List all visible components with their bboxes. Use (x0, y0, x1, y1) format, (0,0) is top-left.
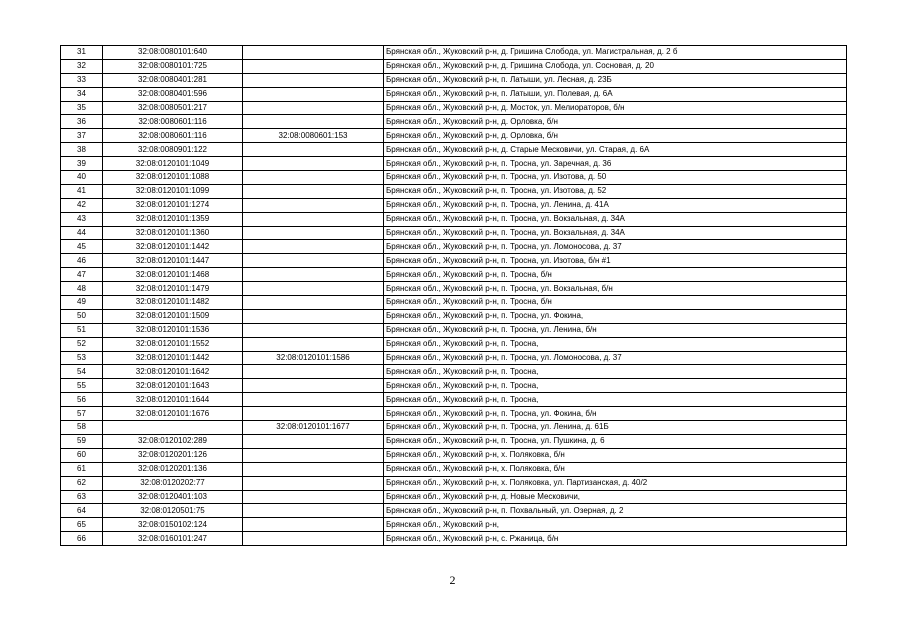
cadastral-number-cell: 32:08:0120101:1274 (103, 198, 243, 212)
row-number-cell: 38 (61, 143, 103, 157)
address-cell: Брянская обл., Жуковский р-н, д. Новые Месковичи, (384, 490, 847, 504)
address-cell: Брянская обл., Жуковский р-н, п. Тросна, ул. Заречная, д. 36 (384, 157, 847, 171)
address-cell: Брянская обл., Жуковский р-н, п. Тросна, ул. Вокзальная, б/н (384, 282, 847, 296)
cadastral-number-cell: 32:08:0080101:640 (103, 46, 243, 60)
table-row (61, 101, 847, 115)
linked-cadastral-number-cell (243, 101, 384, 115)
linked-cadastral-number-cell (243, 462, 384, 476)
cadastral-number-cell: 32:08:0120501:75 (103, 504, 243, 518)
cadastral-number-cell: 32:08:0120101:1642 (103, 365, 243, 379)
row-number-cell: 31 (61, 46, 103, 60)
row-number-cell: 47 (61, 268, 103, 282)
cadastral-number-cell: 32:08:0120101:1552 (103, 337, 243, 351)
row-number-cell: 34 (61, 87, 103, 101)
cadastral-number-cell: 32:08:0120101:1536 (103, 323, 243, 337)
cadastral-number-cell (103, 421, 243, 435)
row-number-cell: 41 (61, 184, 103, 198)
linked-cadastral-number-cell (243, 476, 384, 490)
address-cell: Брянская обл., Жуковский р-н, п. Тросна, б/н (384, 296, 847, 310)
row-number-cell: 48 (61, 282, 103, 296)
row-number-cell: 66 (61, 532, 103, 546)
linked-cadastral-number-cell (243, 184, 384, 198)
row-number-cell: 33 (61, 73, 103, 87)
table-row (61, 337, 847, 351)
address-cell: Брянская обл., Жуковский р-н, п. Тросна, ул. Ленина, д. 61Б (384, 421, 847, 435)
row-number-cell: 63 (61, 490, 103, 504)
row-number-cell: 57 (61, 407, 103, 421)
address-cell: Брянская обл., Жуковский р-н, п. Тросна, ул. Вокзальная, д. 34А (384, 212, 847, 226)
row-number-cell: 55 (61, 379, 103, 393)
linked-cadastral-number-cell (243, 59, 384, 73)
row-number-cell: 52 (61, 337, 103, 351)
cadastral-number-cell: 32:08:0120101:1482 (103, 296, 243, 310)
linked-cadastral-number-cell (243, 448, 384, 462)
linked-cadastral-number-cell: 32:08:0120101:1677 (243, 421, 384, 435)
cadastral-number-cell: 32:08:0120101:1676 (103, 407, 243, 421)
linked-cadastral-number-cell (243, 504, 384, 518)
row-number-cell: 49 (61, 296, 103, 310)
table-row (61, 462, 847, 476)
address-cell: Брянская обл., Жуковский р-н, п. Латыши, ул. Лесная, д. 23Б (384, 73, 847, 87)
linked-cadastral-number-cell (243, 87, 384, 101)
address-cell: Брянская обл., Жуковский р-н, п. Тросна, ул. Пушкина, д. 6 (384, 434, 847, 448)
table-row (61, 171, 847, 185)
row-number-cell: 62 (61, 476, 103, 490)
linked-cadastral-number-cell (243, 434, 384, 448)
row-number-cell: 61 (61, 462, 103, 476)
address-cell: Брянская обл., Жуковский р-н, п. Тросна, ул. Изотова, б/н #1 (384, 254, 847, 268)
row-number-cell: 39 (61, 157, 103, 171)
row-number-cell: 46 (61, 254, 103, 268)
table-row (61, 296, 847, 310)
address-cell: Брянская обл., Жуковский р-н, п. Тросна, ул. Фокина, б/н (384, 407, 847, 421)
address-cell: Брянская обл., Жуковский р-н, д. Гришина Слобода, ул. Магистральная, д. 2 б (384, 46, 847, 60)
address-cell: Брянская обл., Жуковский р-н, с. Ржаница, б/н (384, 532, 847, 546)
row-number-cell: 58 (61, 421, 103, 435)
cadastral-number-cell: 32:08:0120201:126 (103, 448, 243, 462)
address-cell: Брянская обл., Жуковский р-н, д. Мосток, ул. Мелиораторов, б/н (384, 101, 847, 115)
linked-cadastral-number-cell (243, 157, 384, 171)
table-row (61, 143, 847, 157)
address-cell: Брянская обл., Жуковский р-н, п. Латыши, ул. Полевая, д. 6А (384, 87, 847, 101)
cadastral-number-cell: 32:08:0120201:136 (103, 462, 243, 476)
table-row (61, 504, 847, 518)
row-number-cell: 56 (61, 393, 103, 407)
cadastral-number-cell: 32:08:0080601:116 (103, 129, 243, 143)
cadastral-number-cell: 32:08:0120202:77 (103, 476, 243, 490)
linked-cadastral-number-cell (243, 337, 384, 351)
cadastral-number-cell: 32:08:0120101:1088 (103, 171, 243, 185)
row-number-cell: 65 (61, 518, 103, 532)
row-number-cell: 54 (61, 365, 103, 379)
address-cell: Брянская обл., Жуковский р-н, д. Орловка, б/н (384, 129, 847, 143)
linked-cadastral-number-cell (243, 268, 384, 282)
row-number-cell: 44 (61, 226, 103, 240)
row-number-cell: 32 (61, 59, 103, 73)
address-cell: Брянская обл., Жуковский р-н, п. Тросна, (384, 337, 847, 351)
table-row (61, 157, 847, 171)
table-row (61, 309, 847, 323)
table-row (61, 323, 847, 337)
table-row (61, 282, 847, 296)
row-number-cell: 43 (61, 212, 103, 226)
address-cell: Брянская обл., Жуковский р-н, д. Гришина Слобода, ул. Сосновая, д. 20 (384, 59, 847, 73)
linked-cadastral-number-cell (243, 407, 384, 421)
cadastral-number-cell: 32:08:0120102:289 (103, 434, 243, 448)
address-cell: Брянская обл., Жуковский р-н, х. Поляковка, б/н (384, 462, 847, 476)
linked-cadastral-number-cell (243, 254, 384, 268)
linked-cadastral-number-cell (243, 46, 384, 60)
linked-cadastral-number-cell (243, 115, 384, 129)
address-cell: Брянская обл., Жуковский р-н, п. Тросна, (384, 365, 847, 379)
table-row (61, 115, 847, 129)
registry-table (60, 45, 847, 546)
cadastral-number-cell: 32:08:0080901:122 (103, 143, 243, 157)
table-row (61, 268, 847, 282)
linked-cadastral-number-cell (243, 393, 384, 407)
linked-cadastral-number-cell (243, 171, 384, 185)
linked-cadastral-number-cell (243, 490, 384, 504)
row-number-cell: 53 (61, 351, 103, 365)
cadastral-number-cell: 32:08:0120101:1049 (103, 157, 243, 171)
linked-cadastral-number-cell (243, 143, 384, 157)
row-number-cell: 50 (61, 309, 103, 323)
linked-cadastral-number-cell: 32:08:0080601:153 (243, 129, 384, 143)
address-cell: Брянская обл., Жуковский р-н, п. Тросна, (384, 393, 847, 407)
linked-cadastral-number-cell (243, 532, 384, 546)
linked-cadastral-number-cell: 32:08:0120101:1586 (243, 351, 384, 365)
linked-cadastral-number-cell (243, 379, 384, 393)
cadastral-number-cell: 32:08:0120101:1099 (103, 184, 243, 198)
linked-cadastral-number-cell (243, 212, 384, 226)
cadastral-number-cell: 32:08:0120101:1509 (103, 309, 243, 323)
table-row (61, 421, 847, 435)
address-cell: Брянская обл., Жуковский р-н, х. Поляковка, ул. Партизанская, д. 40/2 (384, 476, 847, 490)
cadastral-number-cell: 32:08:0120101:1468 (103, 268, 243, 282)
linked-cadastral-number-cell (243, 282, 384, 296)
cadastral-number-cell: 32:08:0120101:1360 (103, 226, 243, 240)
table-row (61, 226, 847, 240)
row-number-cell: 36 (61, 115, 103, 129)
address-cell: Брянская обл., Жуковский р-н, п. Тросна, ул. Ломоносова, д. 37 (384, 240, 847, 254)
cadastral-number-cell: 32:08:0120101:1359 (103, 212, 243, 226)
table-row (61, 407, 847, 421)
cadastral-number-cell: 32:08:0160101:247 (103, 532, 243, 546)
row-number-cell: 40 (61, 171, 103, 185)
address-cell: Брянская обл., Жуковский р-н, д. Орловка, б/н (384, 115, 847, 129)
table-row (61, 129, 847, 143)
cadastral-number-cell: 32:08:0150102:124 (103, 518, 243, 532)
table-row (61, 240, 847, 254)
row-number-cell: 37 (61, 129, 103, 143)
table-row (61, 73, 847, 87)
address-cell: Брянская обл., Жуковский р-н, п. Тросна, ул. Изотова, д. 50 (384, 171, 847, 185)
address-cell: Брянская обл., Жуковский р-н, п. Тросна, ул. Изотова, д. 52 (384, 184, 847, 198)
cadastral-number-cell: 32:08:0120101:1442 (103, 351, 243, 365)
address-cell: Брянская обл., Жуковский р-н, п. Тросна, б/н (384, 268, 847, 282)
linked-cadastral-number-cell (243, 296, 384, 310)
row-number-cell: 59 (61, 434, 103, 448)
table-row (61, 365, 847, 379)
address-cell: Брянская обл., Жуковский р-н, д. Старые Месковичи, ул. Старая, д. 6А (384, 143, 847, 157)
cadastral-number-cell: 32:08:0120101:1442 (103, 240, 243, 254)
cadastral-number-cell: 32:08:0120101:1447 (103, 254, 243, 268)
address-cell: Брянская обл., Жуковский р-н, п. Тросна, ул. Ленина, б/н (384, 323, 847, 337)
table-row (61, 448, 847, 462)
table-row (61, 59, 847, 73)
cadastral-number-cell: 32:08:0080501:217 (103, 101, 243, 115)
table-row (61, 254, 847, 268)
cadastral-number-cell: 32:08:0120101:1644 (103, 393, 243, 407)
table-row (61, 212, 847, 226)
row-number-cell: 51 (61, 323, 103, 337)
address-cell: Брянская обл., Жуковский р-н, (384, 518, 847, 532)
table-row (61, 476, 847, 490)
linked-cadastral-number-cell (243, 226, 384, 240)
row-number-cell: 42 (61, 198, 103, 212)
linked-cadastral-number-cell (243, 73, 384, 87)
linked-cadastral-number-cell (243, 323, 384, 337)
row-number-cell: 64 (61, 504, 103, 518)
cadastral-number-cell: 32:08:0080601:116 (103, 115, 243, 129)
cadastral-number-cell: 32:08:0120101:1479 (103, 282, 243, 296)
address-cell: Брянская обл., Жуковский р-н, п. Тросна, ул. Ломоносова, д. 37 (384, 351, 847, 365)
page-number: 2 (449, 573, 456, 587)
table-row (61, 393, 847, 407)
cadastral-number-cell: 32:08:0080401:281 (103, 73, 243, 87)
address-cell: Брянская обл., Жуковский р-н, п. Тросна, ул. Ленина, д. 41А (384, 198, 847, 212)
table-row (61, 434, 847, 448)
table-row (61, 379, 847, 393)
cadastral-number-cell: 32:08:0120101:1643 (103, 379, 243, 393)
linked-cadastral-number-cell (243, 518, 384, 532)
address-cell: Брянская обл., Жуковский р-н, п. Похвальный, ул. Озерная, д. 2 (384, 504, 847, 518)
cadastral-number-cell: 32:08:0080401:596 (103, 87, 243, 101)
linked-cadastral-number-cell (243, 198, 384, 212)
registry-table-body (61, 46, 847, 546)
address-cell: Брянская обл., Жуковский р-н, п. Тросна, ул. Вокзальная, д. 34А (384, 226, 847, 240)
table-row (61, 532, 847, 546)
table-row (61, 184, 847, 198)
cadastral-number-cell: 32:08:0080101:725 (103, 59, 243, 73)
address-cell: Брянская обл., Жуковский р-н, п. Тросна, (384, 379, 847, 393)
table-row (61, 87, 847, 101)
address-cell: Брянская обл., Жуковский р-н, п. Тросна, ул. Фокина, (384, 309, 847, 323)
row-number-cell: 35 (61, 101, 103, 115)
linked-cadastral-number-cell (243, 240, 384, 254)
linked-cadastral-number-cell (243, 365, 384, 379)
table-row (61, 490, 847, 504)
table-row (61, 198, 847, 212)
row-number-cell: 60 (61, 448, 103, 462)
address-cell: Брянская обл., Жуковский р-н, х. Поляковка, б/н (384, 448, 847, 462)
linked-cadastral-number-cell (243, 309, 384, 323)
row-number-cell: 45 (61, 240, 103, 254)
cadastral-number-cell: 32:08:0120401:103 (103, 490, 243, 504)
table-row (61, 518, 847, 532)
table-row (61, 46, 847, 60)
table-row (61, 351, 847, 365)
